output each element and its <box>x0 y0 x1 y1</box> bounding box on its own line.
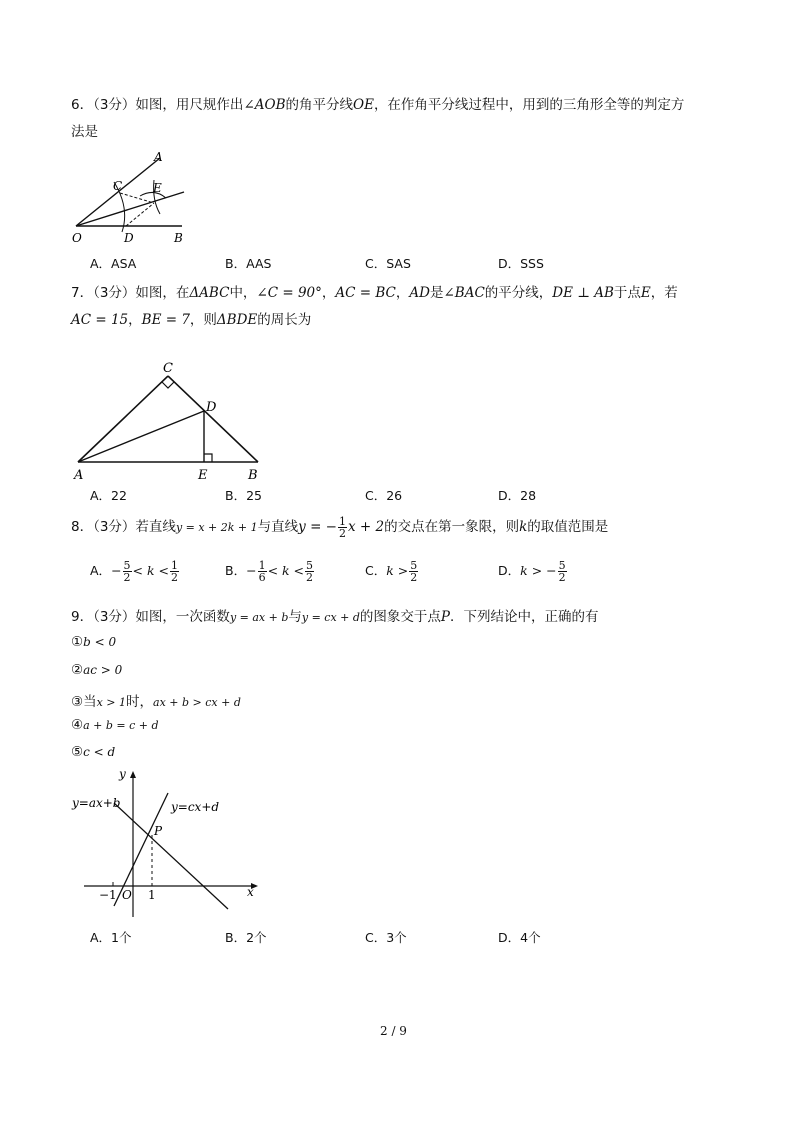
statement-math: ac > 0 <box>83 663 123 677</box>
q9-option-d[interactable]: D．4个 <box>498 930 541 945</box>
label-d: D <box>206 400 217 415</box>
statement-num: ④ <box>71 717 84 733</box>
q7-math: AD <box>409 285 430 301</box>
option-label: B． <box>225 563 247 578</box>
q9-option-b[interactable]: B．2个 <box>225 930 267 945</box>
page-number: 2 / 9 <box>380 1024 407 1038</box>
statement-num: ③当 <box>71 694 97 710</box>
label-d: D <box>124 231 134 245</box>
dash-ce <box>120 193 154 203</box>
q7-option-d[interactable]: D．28 <box>498 488 537 503</box>
q6-text: ，在作角平分线过程中，用到的三角形全等的判定方 <box>373 97 685 113</box>
q6-option-d[interactable]: D．SSS <box>498 256 544 271</box>
ray-oe <box>76 192 184 226</box>
option-math: < k < <box>267 563 305 578</box>
q7-math: ∠C = 90° <box>256 285 322 301</box>
label-a: A <box>154 150 163 164</box>
denominator: 6 <box>258 571 266 584</box>
q6-stem-line2: 法是 <box>71 124 98 140</box>
denominator: 2 <box>306 571 314 584</box>
denominator: 2 <box>171 571 179 584</box>
q6-text: 6．（3分）如图，用尺规作出 <box>71 97 244 113</box>
q7-math: DE ⊥ AB <box>552 285 614 301</box>
statement-math: a + b = c + d <box>83 719 159 732</box>
denominator: 2 <box>410 571 418 584</box>
denominator: 2 <box>339 526 346 540</box>
q8-text: 8．（3分）若直线 <box>71 519 176 535</box>
option-label: D． <box>498 563 521 578</box>
q7-option-c[interactable]: C．26 <box>365 488 403 503</box>
segment-ad <box>78 411 204 462</box>
q8-math: k <box>519 519 528 535</box>
option-math: k > <box>386 563 409 578</box>
q8-math: x + 2 <box>348 519 385 535</box>
q7-math: ΔABC <box>189 285 230 301</box>
option-label: C． <box>365 563 387 578</box>
x-axis-label: x <box>247 885 254 899</box>
q7-text: ， <box>321 285 336 301</box>
q8-text: 与直线 <box>257 519 299 535</box>
fraction <box>558 560 567 583</box>
option-label: A． <box>90 563 112 578</box>
denominator: 2 <box>123 571 131 584</box>
option-math: < k < <box>132 563 170 578</box>
fraction <box>409 560 418 583</box>
q9-math: y = ax + b <box>229 611 289 624</box>
q7-math: E <box>640 285 651 301</box>
q7-text: 是 <box>429 285 444 301</box>
statement-math: c < d <box>83 745 116 759</box>
q8-text: 的交点在第一象限，则 <box>384 519 520 535</box>
tick-label-1: 1 <box>148 888 156 902</box>
label-e: E <box>153 181 162 195</box>
q8-option-a[interactable] <box>90 560 180 583</box>
fraction <box>258 560 267 583</box>
q9-figure <box>70 765 270 920</box>
statement-math: ax + b > cx + d <box>153 696 241 709</box>
q6-option-b[interactable]: B．AAS <box>225 256 272 271</box>
q6-stem-line1 <box>71 93 684 113</box>
label-e: E <box>198 468 208 483</box>
label-a: A <box>74 468 84 483</box>
q9-option-c[interactable]: C．3个 <box>365 930 407 945</box>
q7-text: 的平分线， <box>484 285 553 301</box>
q6-ray: OE <box>353 97 374 113</box>
q8-stem <box>71 515 608 539</box>
right-angle-e <box>204 454 212 462</box>
numerator: 5 <box>123 559 131 572</box>
q7-option-b[interactable]: B．25 <box>225 488 262 503</box>
q8-text: 的取值范围是 <box>527 519 609 535</box>
label-b: B <box>174 231 183 245</box>
side-ac <box>78 376 168 462</box>
numerator: 1 <box>171 559 179 572</box>
q7-option-a[interactable]: A．22 <box>90 488 127 503</box>
q7-stem-line2 <box>71 308 311 328</box>
q8-fraction <box>338 516 347 539</box>
q9-text: ．下列结论中，正确的有 <box>450 609 599 625</box>
label-o: O <box>72 231 82 245</box>
numerator: 5 <box>306 559 314 572</box>
q7-math: ∠BAC <box>443 285 485 301</box>
q7-text: 的周长为 <box>257 312 312 328</box>
fraction <box>170 560 179 583</box>
q7-math: ΔBDE <box>216 312 258 328</box>
label-c: C <box>113 179 123 193</box>
q9-statement-2 <box>71 662 122 678</box>
side-cb <box>168 376 258 462</box>
q9-text: 9．（3分）如图，一次函数 <box>71 609 230 625</box>
q9-text: 与 <box>288 609 302 625</box>
q7-text: ，则 <box>189 312 217 328</box>
fraction <box>123 560 132 583</box>
q6-figure <box>70 148 200 248</box>
q8-line1-eq: y = x + 2k + 1 <box>175 521 258 534</box>
option-math: − <box>246 563 257 578</box>
q9-statement-1 <box>71 634 116 650</box>
statement-text: 时， <box>126 694 154 710</box>
q9-statement-3 <box>71 690 241 710</box>
label-b: B <box>248 468 258 483</box>
y-axis-label: y <box>119 767 126 781</box>
q9-stem <box>71 605 599 625</box>
fraction <box>305 560 314 583</box>
numerator: 5 <box>410 559 418 572</box>
q7-text: 于点 <box>613 285 641 301</box>
q9-statement-4 <box>71 717 159 733</box>
y-axis-arrow <box>130 771 136 778</box>
line2-label: y=cx+d <box>171 800 220 814</box>
q6-option-a[interactable]: A．ASA <box>90 256 137 271</box>
q7-text: ， <box>128 312 142 328</box>
statement-num: ⑤ <box>71 744 84 760</box>
point-p-label: P <box>154 824 163 838</box>
denominator: 2 <box>558 571 566 584</box>
statement-math: x > 1 <box>96 696 127 709</box>
q9-statement-5 <box>71 744 115 760</box>
line1-label: y=ax+b <box>72 796 121 810</box>
q7-math: AC = BC <box>335 285 396 301</box>
q6-option-c[interactable]: C．SAS <box>365 256 411 271</box>
q8-option-d[interactable] <box>498 560 568 583</box>
statement-num: ② <box>71 662 84 678</box>
q8-option-b[interactable] <box>225 560 315 583</box>
label-c: C <box>163 361 173 376</box>
right-angle-c <box>162 382 174 388</box>
option-math: − <box>111 563 122 578</box>
q7-text: 中， <box>229 285 257 301</box>
q9-math: P <box>440 609 451 625</box>
q7-math: AC = 15 <box>71 312 129 328</box>
q7-text: ， <box>395 285 410 301</box>
q9-text: 的图象交于点 <box>359 609 441 625</box>
numerator: 5 <box>558 559 566 572</box>
q6-angle: ∠AOB <box>243 97 286 113</box>
q7-figure <box>70 358 270 483</box>
q7-stem-line1 <box>71 281 678 301</box>
option-math: k > − <box>520 563 557 578</box>
q9-math: y = cx + d <box>301 611 360 624</box>
q8-math: y = − <box>298 519 337 535</box>
q7-text: ，若 <box>650 285 678 301</box>
tick-label-neg1: −1 <box>99 888 117 902</box>
q9-option-a[interactable]: A．1个 <box>90 930 132 945</box>
q7-math: BE = 7 <box>141 312 190 328</box>
q7-text: 7．（3分）如图，在 <box>71 285 190 301</box>
statement-num: ① <box>71 634 84 650</box>
numerator: 1 <box>339 514 346 528</box>
statement-math: b < 0 <box>83 635 117 649</box>
q6-text: 的角平分线 <box>285 97 353 113</box>
origin-label: O <box>122 888 132 902</box>
numerator: 1 <box>258 559 266 572</box>
q8-option-c[interactable] <box>365 560 419 583</box>
